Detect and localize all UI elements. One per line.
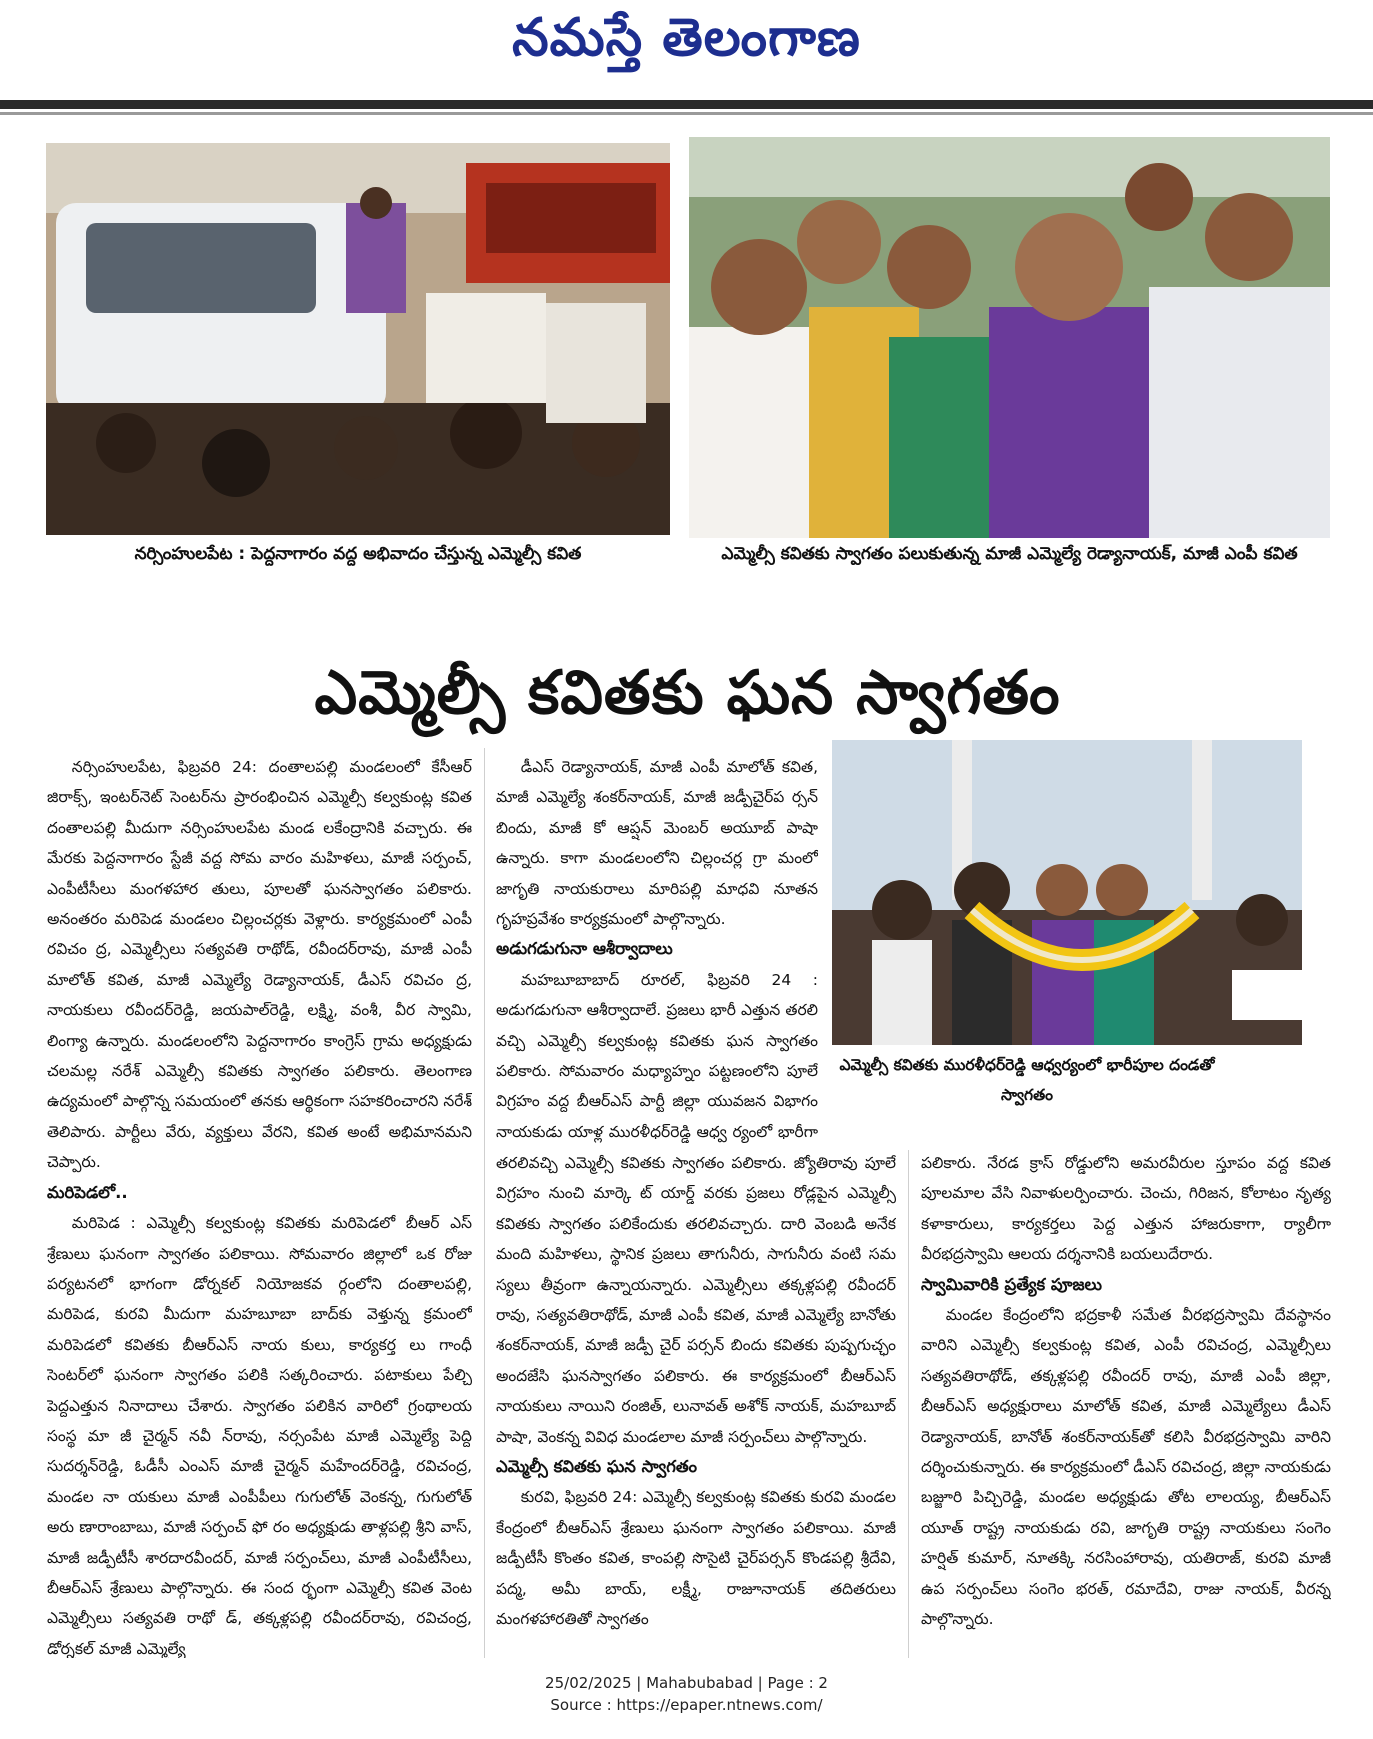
paragraph: తరలివచ్చి ఎమ్మెల్సీ కవితకు స్వాగతం పలికారు. జ్యోతిరావు పూలే విగ్రహం నుంచి మార్కె ట్ యార్డ్ వరకు ప్రజలు రోడ్లపైన ఎమ్మెల్సీ కవితకు స్వాగతం పలికేందుకు తరలివచ్చారు. దారి వెంబడి అనేక మంది మహిళలు, స్థానిక ప్రజలు తాగునీరు, సాగునీరు వంటి సమ స్యలు తీవ్రంగా ఉన్నాయన్నారు. ఎమ్మెల్సీలు తక్కళ్లపల్లి రవీందర్ రావు, సత్యవతిరాథోడ్, మాజీ ఎంపీ కవిత, మాజీ ఎమ్మెల్యే బానోతు శంకర్‌నాయక్, మాజీ జడ్పీ చైర్ పర్సన్ బిందు కవితకు పుష్పగుచ్ఛం అందజేసి ఘనస్వాగతం పలికారు. ఈ కార్యక్రమంలో బీఆర్ఎస్ నాయకులు నాయిని రంజిత్, లునావత్ అశోక్ నాయక్, మహబూబ్ పాషా, వెంకన్న వివిధ మండలాల మాజీ సర్పంచ్‌లు పాల్గొన్నారు.	[496, 1154, 896, 1446]
masthead-rule-thin	[0, 112, 1373, 115]
masthead	[0, 0, 1373, 100]
column-divider	[484, 748, 485, 1658]
article-column-1	[47, 752, 472, 1658]
footer-date-page: 25/02/2025 | Mahabubabad | Page : 2	[545, 1674, 828, 1692]
article-column-3	[921, 1148, 1331, 1658]
subheading: మరిపెడలో..	[47, 1182, 128, 1202]
caption-right: ఎమ్మెల్సీ కవితకు స్వాగతం పలుకుతున్న మాజీ ఎమ్మెల్యే రెడ్యానాయక్, మాజీ ఎంపీ కవిత	[721, 544, 1298, 564]
subheading: స్వామివారికి ప్రత్యేక పూజలు	[921, 1274, 1102, 1294]
photo-welcome-group	[689, 137, 1330, 538]
column-divider	[908, 1150, 909, 1658]
caption-left: నర్సింహులపేట : పెద్దనాగారం వద్ద అభివాదం చేస్తున్న ఎమ్మెల్సీ కవిత	[134, 544, 582, 564]
paragraph: మహబూబాబాద్ రూరల్, ఫిబ్రవరి 24 : అడుగడుగునా ఆశీర్వాదాలే. ప్రజలు భారీ ఎత్తున తరలి వచ్చి ఎమ్మెల్సీ కల్వకుంట్ల కవితకు ఘన స్వాగతం పలికారు. సోమవారం మధ్యాహ్నం పట్టణంలోని పూలే విగ్రహం వద్ద బీఆర్ఎస్ పార్టీ జిల్లా యువజన విభాగం నాయకుడు యాళ్ల మురళీధర్‌రెడ్డి ఆధ్వ ర్యంలో భారీగా	[496, 970, 818, 1141]
paragraph: కురవి, ఫిబ్రవరి 24: ఎమ్మెల్సీ కల్వకుంట్ల కవితకు కురవి మండల కేంద్రంలో బీఆర్ఎస్ శ్రేణులు ఘనంగా స్వాగతం పలికాయి. మాజీ జడ్పీటీసీ కొంతం కవిత, కాంపల్లి సొసైటి చైర్‌పర్సన్ కొండపల్లి శ్రీదేవి, పద్మ, అమీ బాయ్, లక్ష్మీ, రాజూనాయక్ తదితరులు మంగళహారతితో స్వాగతం	[496, 1488, 896, 1629]
paragraph: నర్సింహులపేట, ఫిబ్రవరి 24: దంతాలపల్లి మండలంలో కేసీఆర్ జిరాక్స్, ఇంటర్‌నెట్ సెంటర్‌ను ప్రారంభించిన ఎమ్మెల్సీ కల్వకుంట్ల కవిత దంతాలపల్లి మీదుగా నర్సింహులపేట మండ లకేంద్రానికి వచ్చారు. ఈ మేరకు పెద్దనాగారం స్టేజీ వద్ద సోమ వారం మహిళలు, మాజీ సర్పంచ్, ఎంపీటీసీలు మంగళహార తులు, పూలతో ఘనస్వాగతం పలికారు. అనంతరం మరిపెడ మండలం చిల్లంచర్లకు వెళ్లారు. కార్యక్రమంలో ఎంపీ రవిచం ద్ర, ఎమ్మెల్సీలు సత్యవతి రాథోడ్, రవీందర్‌రావు, మాజీ ఎంపీ మాలోత్ కవిత, మాజీ ఎమ్మెల్యే రెడ్యానాయక్, డీఎస్ రవిచం ద్ర, నాయకులు రవీందర్‌రెడ్డి, జయపాల్‌రెడ్డి, లక్ష్మి, వంశీ, వీర స్వామి, లింగ్యా ఉన్నారు. మండలంలోని పెద్దనాగారం కాంగ్రెస్ గ్రామ అధ్యక్షుడు చలమల్ల నరేశ్ ఎమ్మెల్సీ కవితకు స్వాగతం పలికారు. తెలంగాణ ఉద్యమంలో పాల్గొన్న సమయంలో తనకు ఆర్థికంగా సహకరించారని నరేశ్ తెలిపారు. పార్టీలు వేరు, వ్యక్తులు వేరని, కవిత అంటే అభిమానమని చెప్పారు.	[47, 758, 472, 1172]
paragraph: పలికారు. నేరడ క్రాస్ రోడ్డులోని అమరవీరుల స్తూపం వద్ద కవిత పూలమాల వేసి నివాళులర్పించారు. చెంచు, గిరిజన, కోలాటం నృత్య కళాకారులు, కార్యకర్తలు పెద్ద ఎత్తున హాజరుకాగా, ర్యాలీగా వీరభద్రస్వామి ఆలయ దర్శనానికి బయలుదేరారు.	[921, 1154, 1331, 1264]
paragraph: మండల కేంద్రంలోని భద్రకాళీ సమేత వీరభద్రస్వామి దేవస్థానం వారిని ఎమ్మెల్సీ కల్వకుంట్ల కవిత, ఎంపీ రవిచంద్ర, ఎమ్మెల్సీలు సత్యవతిరాథోడ్, తక్కళ్లపల్లి రవీందర్ రావు, మాజీ ఎంపీ జిల్లా, బీఆర్ఎస్ అధ్యక్షురాలు మాలోత్ కవిత, మాజీ ఎమ్మెల్యేలు డీఎస్ రెడ్యానాయక్, బానోత్ శంకర్‌నాయక్‌తో కలిసి వీరభద్రస్వామి వారిని దర్శించుకున్నారు. ఈ కార్యక్రమంలో డీఎస్ రవిచంద్ర, జిల్లా నాయకుడు బజ్జూరి పిచ్చిరెడ్డి, మండల అధ్యక్షుడు తోట లాలయ్య, బీఆర్ఎస్ యూత్ రాష్ట్ర నాయకుడు రవి, జాగృతి రాష్ట్ర నాయకులు సంగెం హర్షిత్ కుమార్, నూతక్కి నరసింహారావు, యతిరాజ్, కురవి మాజీ ఉప సర్పంచ్‌లు సంగెం భరత్, రమాదేవి, రాజు నాయక్, వీరన్న పాల్గొన్నారు.	[921, 1306, 1331, 1629]
subheading: అడుగడుగునా ఆశీర్వాదాలు	[496, 939, 673, 959]
article-column-2-bottom	[496, 1148, 896, 1658]
paragraph: మరిపెడ : ఎమ్మెల్సీ కల్వకుంట్ల కవితకు మరిపెడలో బీఆర్ ఎస్ శ్రేణులు ఘనంగా స్వాగతం పలికాయి. సోమవారం జిల్లాలో ఒక రోజు పర్యటనలో భాగంగా డోర్నకల్ నియోజకవ ర్గంలోని దంతాలపల్లి, మరిపెడ, కురవి మీదుగా మహబూబా బాద్‌కు వెళ్తున్న క్రమంలో మరిపెడలో కవితకు బీఆర్ఎస్ నాయ కులు, కార్యకర్త లు గాంధీ సెంటర్‌లో ఘనంగా స్వాగతం పలికి సత్కరించారు. పటాకులు పేల్చి పెద్దఎత్తున నినాదాలు చేశారు. స్వాగతం పలికిన వారిలో గ్రంథాలయ సంస్థ మా జీ చైర్మన్ నవీ న్‌రావు, నర్సంపేట మాజీ ఎమ్మెల్యే పెద్ది సుదర్శన్‌రెడ్డి, ఓడీసీ ఎంఎస్ మాజీ చైర్మన్ మహేందర్‌రెడ్డి, రవిచంద్ర, మండల నా యకులు మాజీ ఎంపీపీలు గుగులోత్ వెంకన్న, గుగులోత్ అరు ణారాంబాబు, మాజీ సర్పంచ్ ఫో రం అధ్యక్షుడు తాళ్లపల్లి శ్రీని వాస్, మాజీ జడ్పీటీసీ శారదారవీందర్, మాజీ సర్పంచ్‌లు, మాజీ ఎంపీటీసీలు, బీఆర్ఎస్ శ్రేణులు పాల్గొన్నారు. ఈ సంద ర్భంగా ఎమ్మెల్సీ కవిత వెంట ఎమ్మెల్సీలు సత్యవతి రాథో డ్, తక్కళ్లపల్లి రవీందర్‌రావు, రవిచంద్ర, డోర్నకల్ మాజీ ఎమ్మెల్యే	[47, 1214, 472, 1658]
footer	[0, 1672, 1373, 1716]
article-column-2-top	[496, 752, 818, 1147]
headline: ఎమ్మెల్సీ కవితకు ఘన స్వాగతం	[314, 658, 1061, 729]
footer-source: Source : https://epaper.ntnews.com/	[550, 1696, 823, 1714]
caption-garland: ఎమ్మెల్సీ కవితకు మురళీధర్‌రెడ్డి ఆధ్వర్యంలో భారీపూల దండతో స్వాగతం	[839, 1056, 1215, 1104]
subheading: ఎమ్మెల్సీ కవితకు ఘన స్వాగతం	[496, 1457, 698, 1477]
masthead-rule	[0, 100, 1373, 109]
photo-garland	[832, 740, 1302, 1045]
paragraph: డీఎస్ రెడ్యానాయక్, మాజీ ఎంపీ మాలోత్ కవిత, మాజీ ఎమ్మెల్యే శంకర్‌నాయక్, మాజీ జడ్పీచైర్‌ప ర్సన్ బిందు, మాజీ కో ఆప్షన్ మెంబర్ అయూబ్ పాషా ఉన్నారు. కాగా మండలంలోని చిల్లంచర్ల గ్రా మంలో జాగృతి నాయకురాలు మారిపల్లి మాధవి నూతన గృహప్రవేశం కార్యక్రమంలో పాల్గొన్నారు.	[496, 758, 818, 929]
photo-crowd-car	[46, 143, 670, 535]
masthead-title: నమస్తే తెలంగాణ	[512, 8, 861, 68]
